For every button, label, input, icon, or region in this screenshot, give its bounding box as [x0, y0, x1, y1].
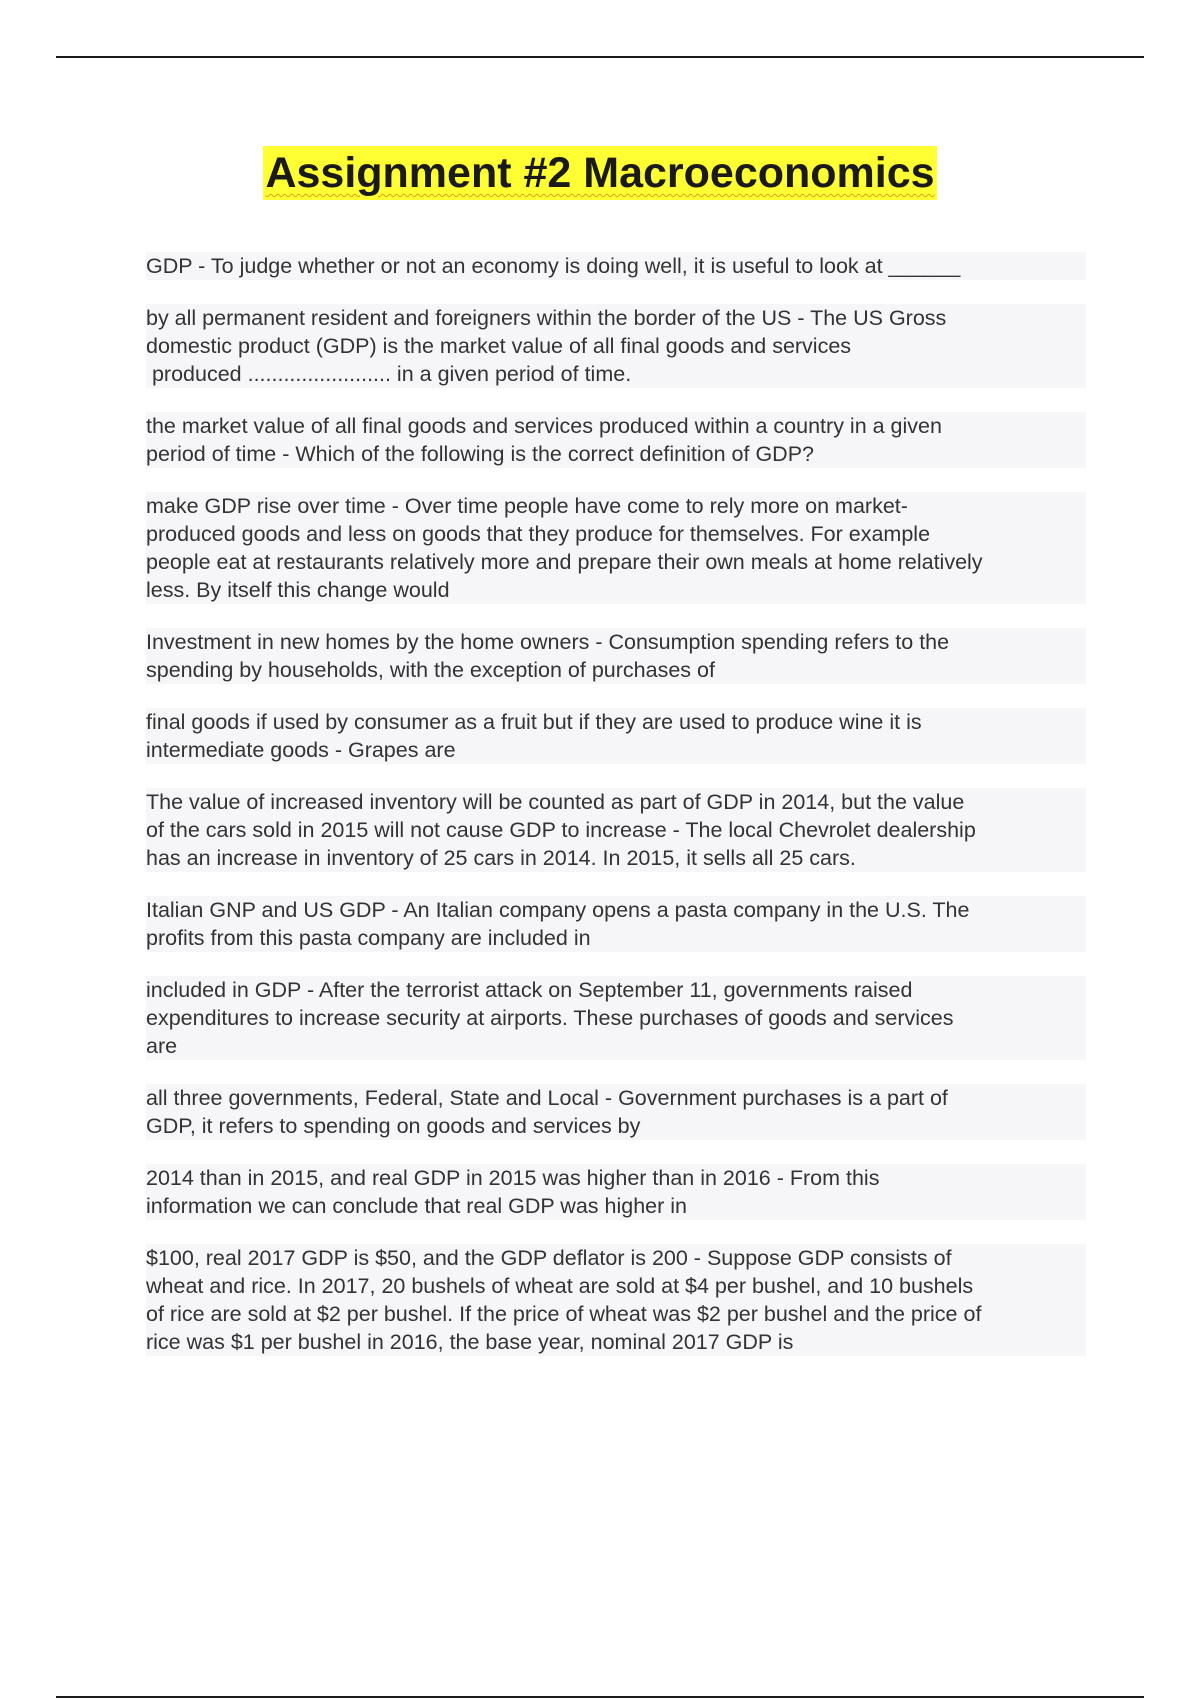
- text-line: domestic product (GDP) is the market value of all final goods and services: [146, 332, 1086, 360]
- flashcard: [146, 788, 1086, 872]
- text-line: of rice are sold at $2 per bushel. If the price of wheat was $2 per bushel and the price of: [146, 1300, 1086, 1328]
- flashcard-text: [146, 492, 1086, 604]
- text-line: expenditures to increase security at airports. These purchases of goods and services: [146, 1004, 1086, 1032]
- text-line: less. By itself this change would: [146, 576, 1086, 604]
- text-line: make GDP rise over time - Over time people have come to rely more on market-: [146, 492, 1086, 520]
- text-line: rice was $1 per bushel in 2016, the base year, nominal 2017 GDP is: [146, 1328, 1086, 1356]
- text-line: GDP, it refers to spending on goods and services by: [146, 1112, 1086, 1140]
- page-title: Assignment #2 Macroeconomics: [263, 146, 936, 200]
- text-line: $100, real 2017 GDP is $50, and the GDP deflator is 200 - Suppose GDP consists of: [146, 1244, 1086, 1272]
- text-line: 2014 than in 2015, and real GDP in 2015 was higher than in 2016 - From this: [146, 1164, 1086, 1192]
- flashcard-list: [146, 252, 1086, 1380]
- text-line: final goods if used by consumer as a fruit but if they are used to produce wine it is: [146, 708, 1086, 736]
- text-line: spending by households, with the exception of purchases of: [146, 656, 1086, 684]
- flashcard-text: [146, 628, 1086, 684]
- flashcard: [146, 976, 1086, 1060]
- text-line: the market value of all final goods and services produced within a country in a given: [146, 412, 1086, 440]
- text-line: Investment in new homes by the home owners - Consumption spending refers to the: [146, 628, 1086, 656]
- title-container: [0, 146, 1200, 200]
- flashcard: [146, 492, 1086, 604]
- flashcard: [146, 1164, 1086, 1220]
- flashcard-text: [146, 1164, 1086, 1220]
- text-line: GDP - To judge whether or not an economy is doing well, it is useful to look at ______: [146, 252, 1086, 280]
- text-line: information we can conclude that real GDP was higher in: [146, 1192, 1086, 1220]
- flashcard: [146, 1084, 1086, 1140]
- text-line: included in GDP - After the terrorist attack on September 11, governments raised: [146, 976, 1086, 1004]
- text-line: profits from this pasta company are included in: [146, 924, 1086, 952]
- flashcard: [146, 1244, 1086, 1356]
- flashcard-text: [146, 412, 1086, 468]
- flashcard: [146, 304, 1086, 388]
- text-line: wheat and rice. In 2017, 20 bushels of wheat are sold at $4 per bushel, and 10 bushels: [146, 1272, 1086, 1300]
- text-line: produced ........................ in a given period of time.: [146, 360, 1086, 388]
- flashcard-text: [146, 304, 1086, 388]
- flashcard-text: [146, 976, 1086, 1060]
- flashcard: [146, 252, 1086, 280]
- text-line: all three governments, Federal, State and Local - Government purchases is a part of: [146, 1084, 1086, 1112]
- flashcard: [146, 708, 1086, 764]
- flashcard: [146, 896, 1086, 952]
- bottom-rule: [56, 1696, 1144, 1698]
- text-line: of the cars sold in 2015 will not cause GDP to increase - The local Chevrolet dealership: [146, 816, 1086, 844]
- text-line: people eat at restaurants relatively more and prepare their own meals at home relatively: [146, 548, 1086, 576]
- text-line: Italian GNP and US GDP - An Italian company opens a pasta company in the U.S. The: [146, 896, 1086, 924]
- flashcard-text: [146, 252, 1086, 280]
- flashcard-text: [146, 708, 1086, 764]
- flashcard: [146, 412, 1086, 468]
- flashcard: [146, 628, 1086, 684]
- flashcard-text: [146, 1084, 1086, 1140]
- text-line: by all permanent resident and foreigners within the border of the US - The US Gross: [146, 304, 1086, 332]
- flashcard-text: [146, 788, 1086, 872]
- text-line: has an increase in inventory of 25 cars in 2014. In 2015, it sells all 25 cars.: [146, 844, 1086, 872]
- top-rule: [56, 56, 1144, 58]
- text-line: The value of increased inventory will be counted as part of GDP in 2014, but the value: [146, 788, 1086, 816]
- text-line: period of time - Which of the following is the correct definition of GDP?: [146, 440, 1086, 468]
- text-line: produced goods and less on goods that they produce for themselves. For example: [146, 520, 1086, 548]
- text-line: intermediate goods - Grapes are: [146, 736, 1086, 764]
- flashcard-text: [146, 1244, 1086, 1356]
- text-line: are: [146, 1032, 1086, 1060]
- flashcard-text: [146, 896, 1086, 952]
